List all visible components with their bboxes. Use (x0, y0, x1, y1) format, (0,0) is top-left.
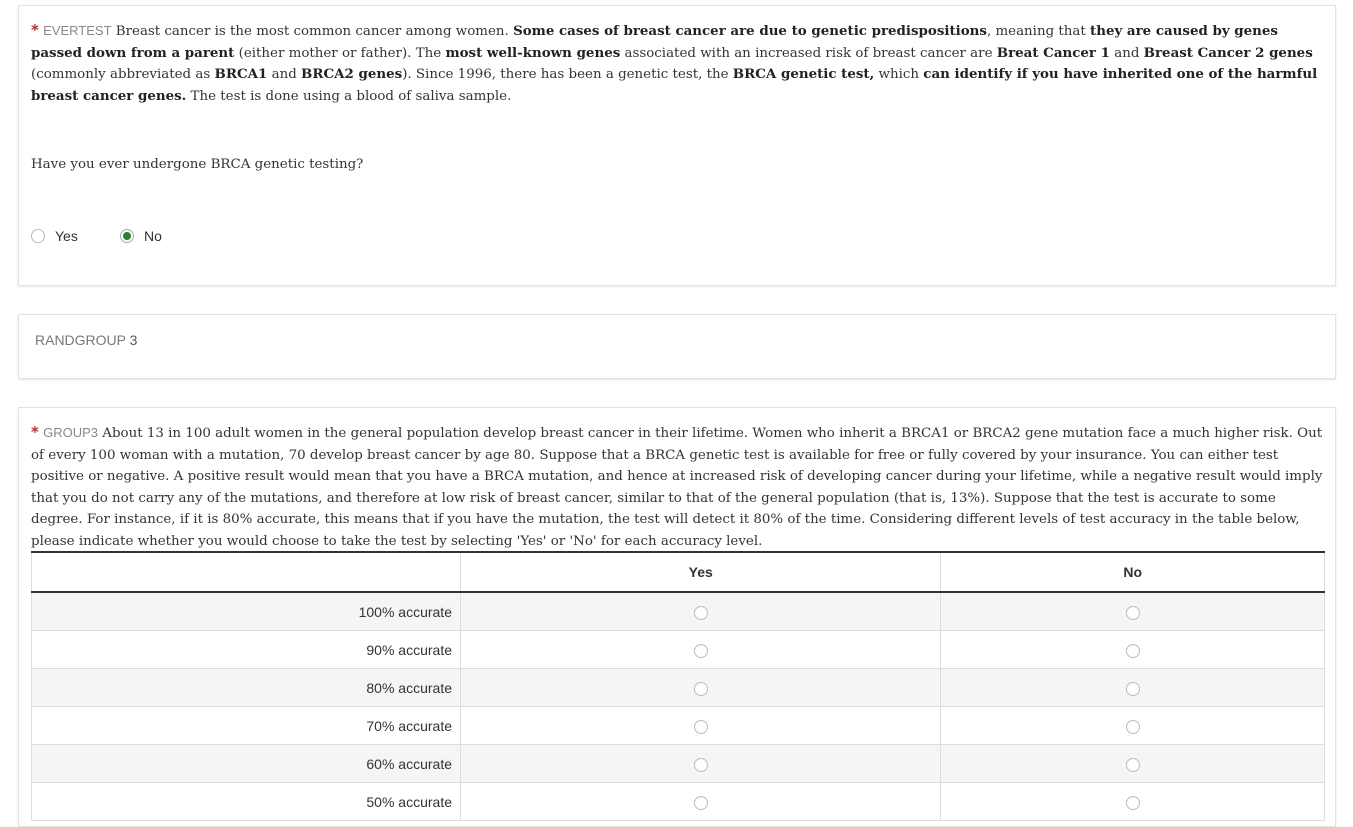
radio-yes[interactable] (694, 682, 708, 696)
text-segment: ). Since 1996, there has been a genetic test, the (402, 67, 733, 82)
text-segment: (commonly abbreviated as (31, 67, 215, 82)
table-row (32, 707, 1325, 745)
required-star: * (31, 423, 39, 441)
text-segment: associated with an increased risk of breast cancer are (620, 45, 997, 61)
cell-yes[interactable] (461, 707, 941, 745)
cell-no[interactable] (941, 631, 1325, 669)
required-star: * (31, 21, 39, 39)
text-segment: Breast cancer is the most common cancer among women. (111, 24, 514, 39)
row-label: 70% accurate (32, 707, 461, 745)
text-segment: , meaning that (986, 24, 1091, 39)
option-no-label: No (144, 228, 162, 244)
question-group3-panel (18, 407, 1336, 827)
text-segment: BRCA genetic test, (732, 66, 875, 82)
table-row (32, 745, 1325, 783)
question-code: EVERTEST (43, 23, 112, 38)
table-header-row (32, 552, 1325, 592)
question-body: About 13 in 100 adult women in the general population develop breast cancer in their lifetime. Women who inherit a BRCA1 or BRCA2 gene mutation face a much higher risk. Out of every 100 woman with a mutation, 70 develop breast cancer by age 80. Suppose that a BRCA genetic test is available for free or fully covered by your insurance. You can either test positive or negative. A positive result would mean that you have a BRCA mutation, and hence at increased risk of developing cancer during your lifetime, while a negative result would imply that you do not carry any of the mutations, and therefore at low risk of breast cancer, similar to that of the general population (that is, 13%). Suppose that the test is accurate to some degree. For instance, if it is 80% accurate, this means that if you have the mutation, the test will detect it 80% of the time. Considering different levels of test accuracy in the table below, please indicate whether you would choose to take the test by selecting 'Yes' or 'No' for each accuracy level. (31, 426, 1323, 549)
text-segment: can identify if you have inherited one of the harmful breast cancer genes. (31, 66, 1318, 104)
cell-no[interactable] (941, 745, 1325, 783)
text-segment: BRCA2 genes (301, 66, 403, 82)
randgroup-label: RANDGROUP (35, 332, 126, 348)
radio-no[interactable] (1126, 720, 1140, 734)
radio-yes[interactable] (694, 758, 708, 772)
text-segment: The test is done using a blood of saliva sample. (186, 88, 512, 104)
cell-no[interactable] (941, 707, 1325, 745)
row-label: 80% accurate (32, 669, 461, 707)
radio-yes[interactable] (694, 796, 708, 810)
radio-no[interactable] (1126, 758, 1140, 772)
option-no[interactable] (120, 228, 162, 244)
radio-yes[interactable] (31, 229, 45, 243)
text-segment: and (1109, 45, 1144, 61)
text-segment: Some cases of breast cancer are due to genetic predispositions (513, 23, 987, 39)
table-row (32, 783, 1325, 821)
cell-no[interactable] (941, 592, 1325, 631)
radio-no[interactable] (1126, 796, 1140, 810)
radio-yes[interactable] (694, 644, 708, 658)
radio-no[interactable] (1126, 606, 1140, 620)
header-no: No (941, 552, 1325, 592)
text-segment: Breast Cancer 2 genes (1143, 44, 1313, 61)
row-label: 60% accurate (32, 745, 461, 783)
row-label: 90% accurate (32, 631, 461, 669)
radio-no-selected[interactable] (120, 229, 134, 243)
text-segment: Breat Cancer 1 (996, 44, 1110, 61)
randgroup-panel (18, 314, 1336, 379)
table-row (32, 631, 1325, 669)
table-row (32, 669, 1325, 707)
cell-no[interactable] (941, 669, 1325, 707)
row-label: 100% accurate (32, 592, 461, 631)
cell-yes[interactable] (461, 669, 941, 707)
cell-yes[interactable] (461, 631, 941, 669)
table-row (32, 592, 1325, 631)
radio-no[interactable] (1126, 644, 1140, 658)
text-segment: (either mother or father). The (234, 45, 446, 61)
question-code: GROUP3 (43, 425, 99, 440)
accuracy-matrix-table (31, 551, 1325, 821)
option-yes-label: Yes (55, 228, 78, 244)
option-yes[interactable] (31, 228, 78, 244)
radio-no[interactable] (1126, 682, 1140, 696)
subquestion-text: Have you ever undergone BRCA genetic testing? (31, 157, 364, 172)
text-segment: they are caused by genes passed down from a parent (31, 23, 1278, 61)
radio-yes[interactable] (694, 606, 708, 620)
text-segment: BRCA1 (214, 66, 268, 82)
text-segment: most well-known genes (445, 44, 621, 61)
header-yes: Yes (461, 552, 941, 592)
question-body (31, 24, 1317, 104)
cell-yes[interactable] (461, 745, 941, 783)
cell-no[interactable] (941, 783, 1325, 821)
randgroup-label-row (35, 332, 137, 348)
cell-yes[interactable] (461, 592, 941, 631)
text-segment: which (874, 67, 924, 82)
question-evertest-panel (18, 5, 1336, 286)
randgroup-value: 3 (129, 332, 138, 348)
text-segment: and (267, 67, 302, 82)
question-group3-text (31, 422, 1323, 552)
radio-yes[interactable] (694, 720, 708, 734)
cell-yes[interactable] (461, 783, 941, 821)
row-label: 50% accurate (32, 783, 461, 821)
header-empty (32, 552, 461, 592)
question-evertest-text (31, 20, 1323, 107)
